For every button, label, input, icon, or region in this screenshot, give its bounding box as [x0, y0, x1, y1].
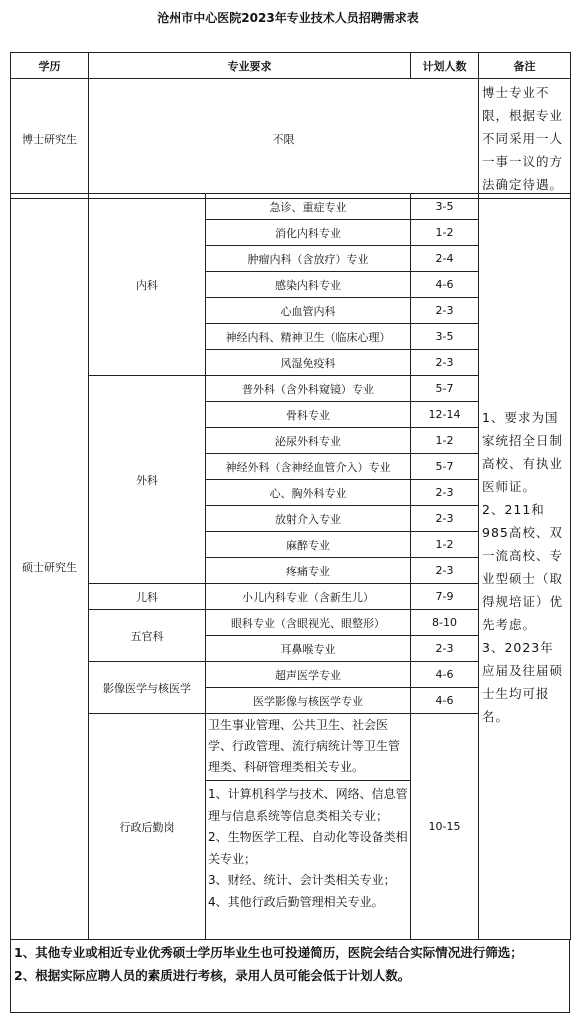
count-cell: 4-6: [411, 272, 479, 298]
count-cell: 5-7: [411, 454, 479, 480]
major-cell: 医学影像与核医学专业: [206, 688, 411, 714]
count-cell: 8-10: [411, 610, 479, 636]
count-cell: 4-6: [411, 688, 479, 714]
footer-note-2: 2、根据实际应聘人员的素质进行考核，录用人员可能会低于计划人数。: [14, 968, 411, 983]
master-table: [10, 193, 571, 940]
major-cell: 肿瘤内科（含放疗）专业: [206, 246, 411, 272]
count-cell: 1-2: [411, 532, 479, 558]
count-cell: 5-7: [411, 376, 479, 402]
count-cell: 7-9: [411, 584, 479, 610]
header-major: 专业要求: [89, 53, 411, 79]
count-cell: 2-3: [411, 636, 479, 662]
admin-count: 10-15: [411, 714, 479, 940]
major-cell: 放射介入专业: [206, 506, 411, 532]
phd-note: 博士专业不限，根据专业不同采用一人一事一议的方法确定待遇。: [479, 79, 571, 199]
footer-note-1: 1、其他专业或相近专业优秀硕士学历毕业生也可投递简历，医院会结合实际情况进行筛选；: [14, 945, 523, 960]
major-cell: 感染内科专业: [206, 272, 411, 298]
dept-name: 外科: [89, 376, 206, 584]
header-row: [11, 53, 571, 79]
header-degree: 学历: [11, 53, 89, 79]
major-cell: 眼科专业（含眼视光、眼整形）: [206, 610, 411, 636]
count-cell: 2-4: [411, 246, 479, 272]
dept-name: 内科: [89, 194, 206, 376]
master-degree: 硕士研究生: [11, 194, 89, 940]
major-cell: 小儿内科专业（含新生儿）: [206, 584, 411, 610]
major-cell: 心、胸外科专业: [206, 480, 411, 506]
admin-major-cell: [206, 714, 411, 940]
master-note-line: 2、211和985高校、双一流高校、专业型硕士（取得规培证）优先考虑。: [482, 501, 564, 632]
phd-degree: 博士研究生: [11, 79, 89, 199]
count-cell: 4-6: [411, 662, 479, 688]
admin-major-line: 3、财经、统计、会计类相关专业；: [208, 873, 396, 887]
major-cell: 麻醉专业: [206, 532, 411, 558]
master-note: [479, 194, 571, 940]
table-row: [11, 194, 571, 220]
major-cell: 消化内科专业: [206, 220, 411, 246]
header-count: 计划人数: [411, 53, 479, 79]
header-note: 备注: [479, 53, 571, 79]
major-cell: 风湿免疫科: [206, 350, 411, 376]
major-cell: 疼痛专业: [206, 558, 411, 584]
count-cell: 1-2: [411, 220, 479, 246]
count-cell: 2-3: [411, 558, 479, 584]
master-note-line: 3、2023年应届及往届硕士生均可报名。: [482, 639, 564, 724]
admin-major-box-2: [206, 781, 410, 916]
count-cell: 1-2: [411, 428, 479, 454]
count-cell: 2-3: [411, 298, 479, 324]
master-note-line: 1、要求为国家统招全日制高校、有执业医师证。: [482, 409, 564, 494]
admin-major-line: 4、其他行政后勤管理相关专业。: [208, 894, 384, 909]
footer-notes: [10, 939, 570, 1013]
count-cell: 2-3: [411, 506, 479, 532]
major-cell: 普外科（含外科窥镜）专业: [206, 376, 411, 402]
count-cell: 3-5: [411, 324, 479, 350]
admin-major-line: 1、计算机科学与技术、网络、信息管理与信息系统等信息类相关专业；: [208, 787, 408, 823]
count-cell: 2-3: [411, 480, 479, 506]
major-cell: 急诊、重症专业: [206, 194, 411, 220]
admin-major-line: 2、生物医学工程、自动化等设备类相关专业；: [208, 830, 408, 866]
count-cell: 3-5: [411, 194, 479, 220]
dept-name: 影像医学与核医学: [89, 662, 206, 714]
count-cell: 12-14: [411, 402, 479, 428]
major-cell: 神经内科、精神卫生（临床心理）: [206, 324, 411, 350]
major-cell: 神经外科（含神经血管介入）专业: [206, 454, 411, 480]
dept-name: 儿科: [89, 584, 206, 610]
phd-row: [11, 79, 571, 199]
count-cell: 2-3: [411, 350, 479, 376]
major-cell: 骨科专业: [206, 402, 411, 428]
recruitment-table: [10, 52, 571, 199]
phd-major: 不限: [89, 79, 479, 199]
major-cell: 泌尿外科专业: [206, 428, 411, 454]
major-cell: 超声医学专业: [206, 662, 411, 688]
major-cell: 耳鼻喉专业: [206, 636, 411, 662]
major-cell: 心血管内科: [206, 298, 411, 324]
admin-major-box-1: 卫生事业管理、公共卫生、社会医学、行政管理、流行病统计等卫生管理类、科研管理类相关专业。: [206, 714, 410, 781]
dept-name: 五官科: [89, 610, 206, 662]
admin-dept-name: 行政后勤岗: [89, 714, 206, 940]
page-title: 沧州市中心医院2023年专业技术人员招聘需求表: [157, 11, 419, 25]
